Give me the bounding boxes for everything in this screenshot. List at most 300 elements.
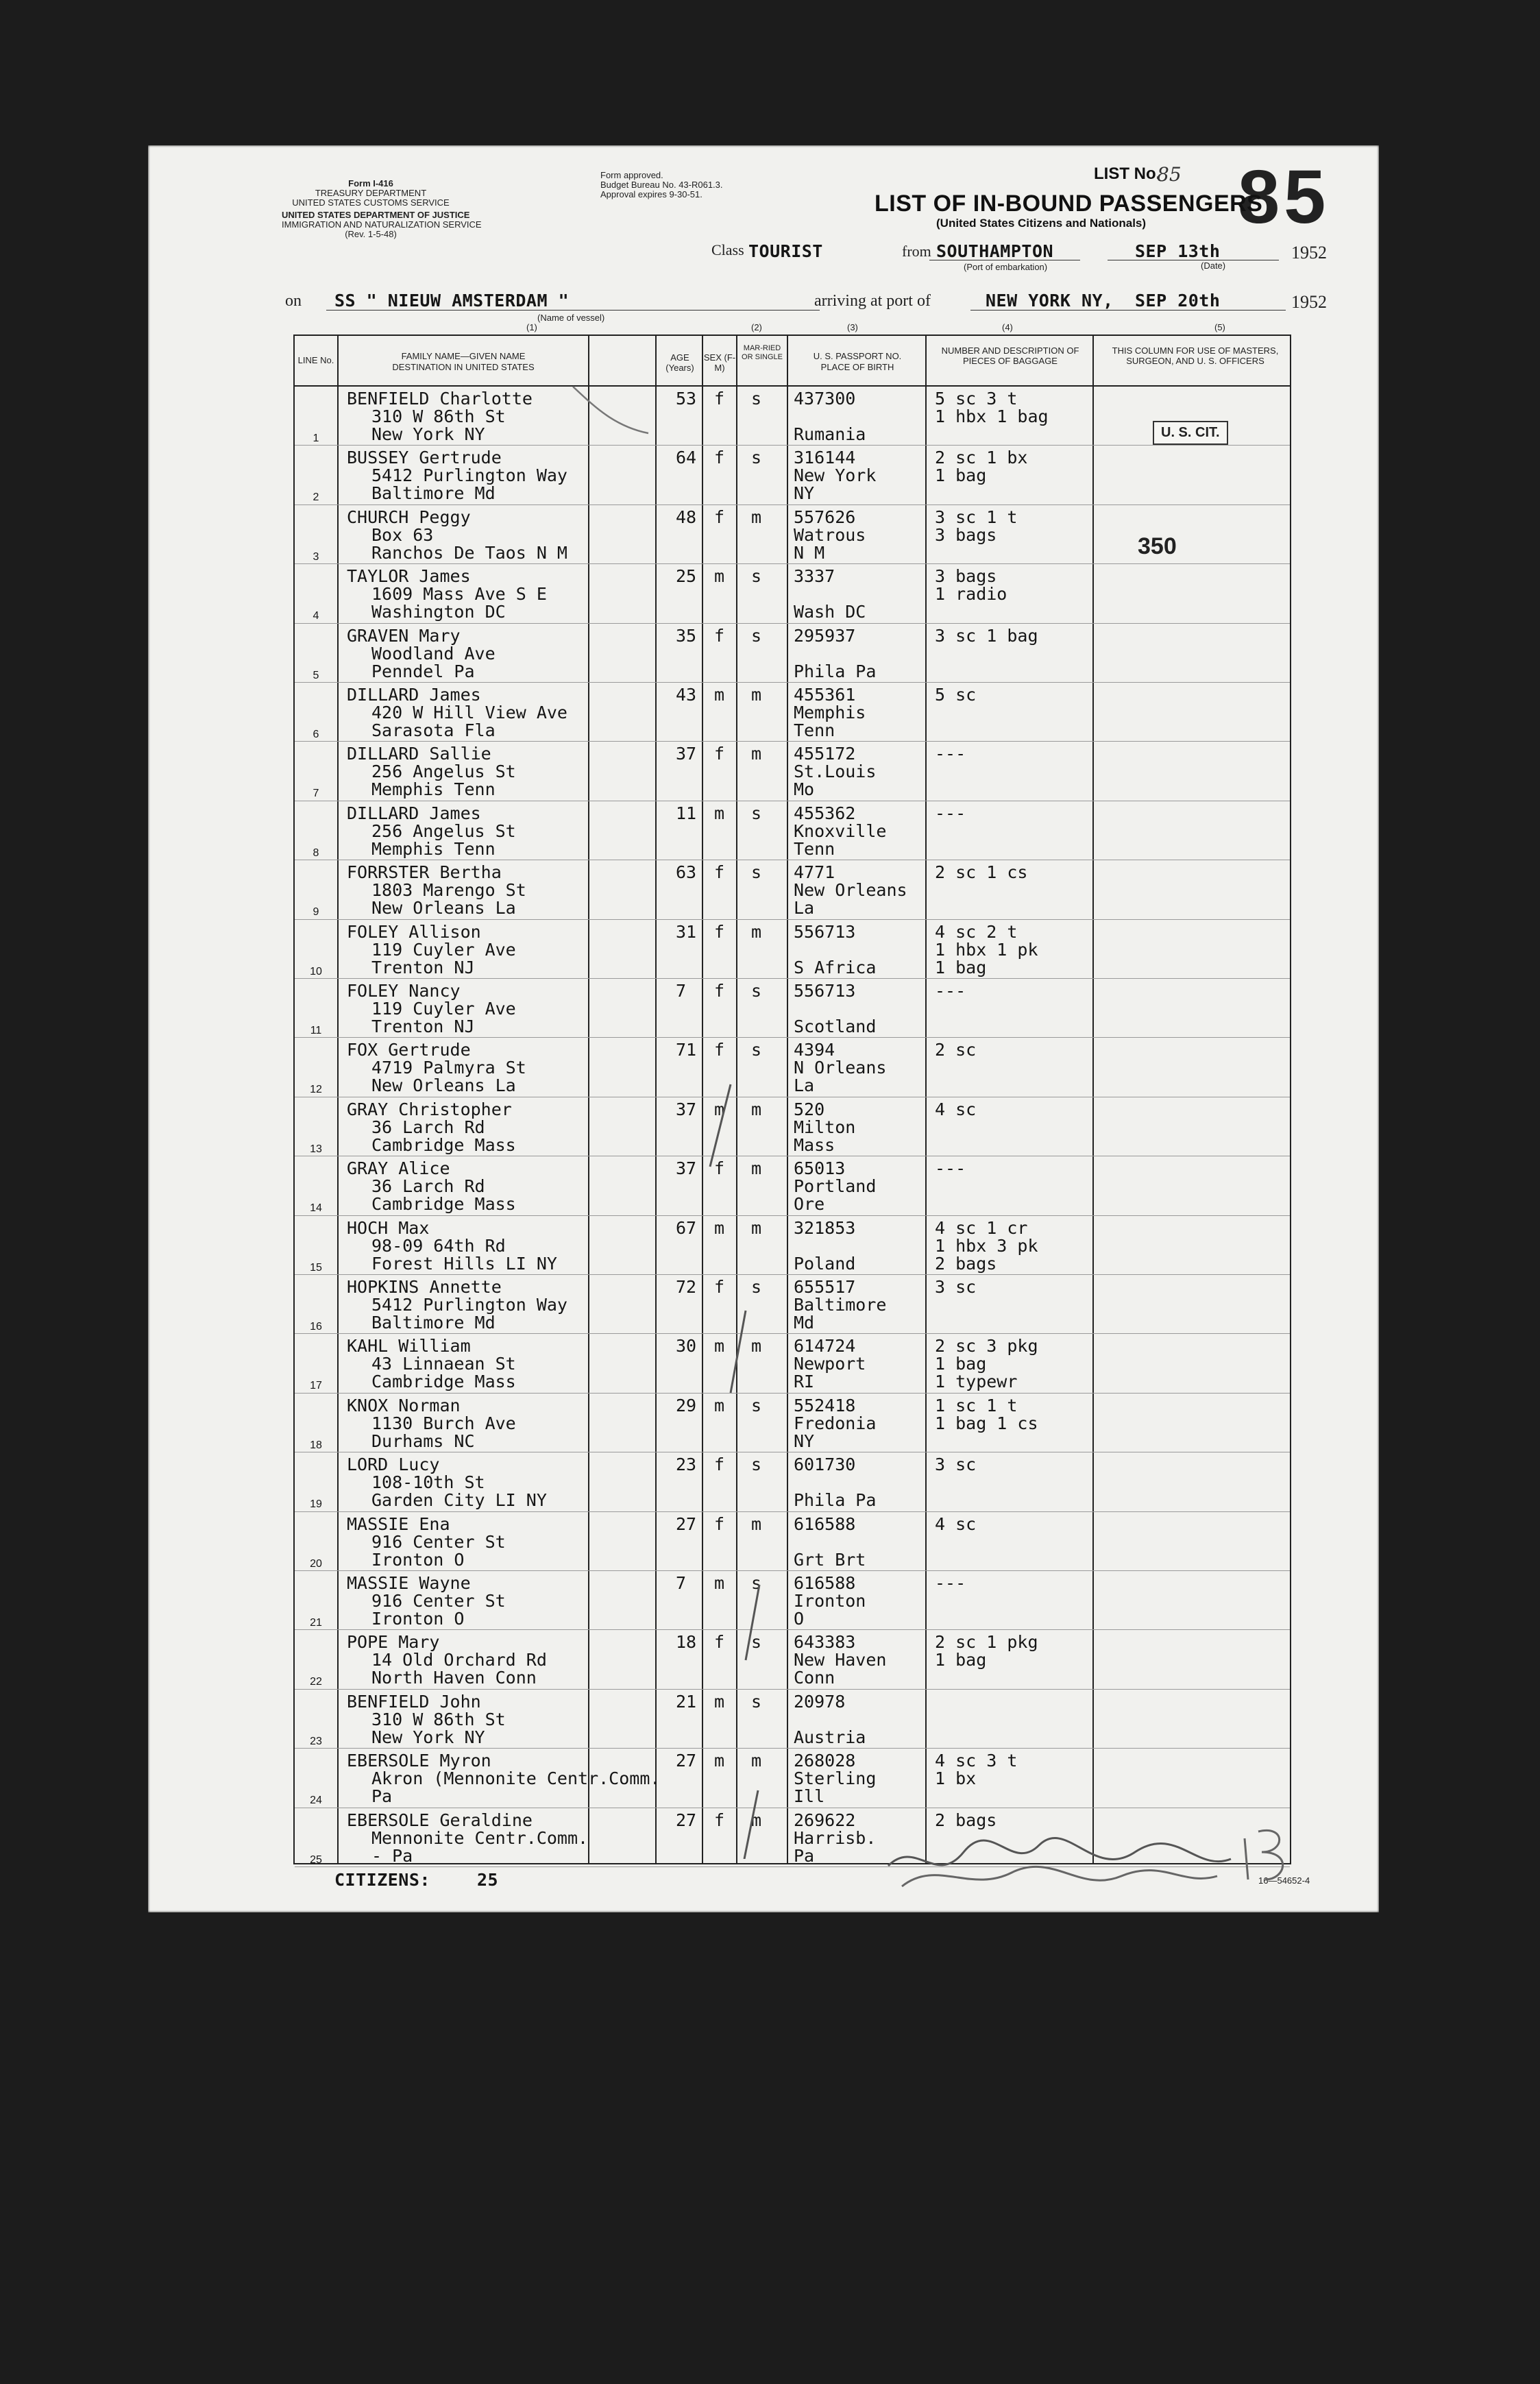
birthplace-line-2: Mo: [794, 779, 815, 800]
address-line-1: 256 Angelus St: [371, 820, 516, 841]
passenger-name: FORRSTER Bertha: [347, 862, 502, 883]
line-number: 13: [310, 1143, 322, 1155]
address-line-2: Washington DC: [371, 602, 506, 622]
age: 7: [676, 1573, 687, 1593]
address-line-1: 119 Cuyler Ave: [371, 939, 516, 960]
line-number: 8: [313, 847, 319, 859]
passenger-name: GRAVEN Mary: [347, 625, 461, 646]
passenger-name: DILLARD James: [347, 685, 481, 705]
baggage-line-3: 2 bags: [935, 1253, 997, 1274]
address-line-1: 4719 Palmyra St: [371, 1058, 526, 1078]
birthplace-line-2: Grt Brt: [794, 1549, 866, 1570]
header-line-no: LINE No.: [297, 355, 334, 365]
birthplace-line-1: Milton: [794, 1117, 856, 1137]
address-line-1: 310 W 86th St: [371, 406, 506, 426]
list-no-label: LIST No.: [1094, 165, 1161, 183]
age: 63: [676, 862, 697, 883]
birthplace-line-2: N M: [794, 542, 825, 563]
baggage-line-1: 3 sc 1 bag: [935, 625, 1038, 646]
table-row: [295, 683, 1290, 742]
sex: f: [714, 1158, 725, 1179]
sex: f: [714, 1455, 725, 1475]
line-number: 23: [310, 1735, 322, 1747]
passport-number: 557626: [794, 507, 856, 527]
address-line-2: Cambridge Mass: [371, 1194, 516, 1215]
table-row: [295, 1334, 1290, 1394]
line-number: 12: [310, 1084, 322, 1096]
passenger-name: POPE Mary: [347, 1632, 440, 1653]
birthplace-line-2: Mass: [794, 1134, 835, 1155]
citizens-count: 25: [477, 1870, 499, 1890]
address-line-1: 256 Angelus St: [371, 762, 516, 782]
birthplace-line-1: Sterling: [794, 1768, 877, 1789]
sex: f: [714, 862, 725, 883]
birthplace-line-1: N Orleans: [794, 1058, 887, 1078]
marital-status: s: [751, 625, 762, 646]
passport-number: 20978: [794, 1691, 846, 1712]
baggage-line-1: 4 sc 1 cr: [935, 1217, 1028, 1238]
passenger-name: KNOX Norman: [347, 1395, 461, 1415]
address-line-2: Ranchos De Taos N M: [371, 542, 567, 563]
birthplace-line-1: St.Louis: [794, 762, 877, 782]
baggage-line-3: 1 bag: [935, 957, 987, 977]
line-number: 6: [313, 729, 319, 740]
sex: m: [714, 566, 725, 587]
sex: m: [714, 685, 725, 705]
marital-status: s: [751, 1455, 762, 1475]
marital-status: m: [751, 507, 762, 527]
address-line-1: 916 Center St: [371, 1531, 506, 1552]
baggage-line-2: 1 bag: [935, 1354, 987, 1374]
marital-status: s: [751, 566, 762, 587]
table-row: [295, 505, 1290, 565]
passenger-name: CHURCH Peggy: [347, 507, 471, 527]
marital-status: m: [751, 744, 762, 764]
age: 25: [676, 566, 697, 587]
arriving-label: arriving at port of: [814, 292, 931, 310]
address-line-2: Baltimore Md: [371, 1313, 496, 1333]
form-revision: (Rev. 1-5-48): [345, 229, 397, 239]
on-label: on: [285, 292, 302, 310]
baggage-line-1: ---: [935, 1158, 966, 1179]
dept-customs: UNITED STATES CUSTOMS SERVICE: [292, 197, 450, 208]
marital-status: m: [751, 1099, 762, 1119]
passenger-name: LORD Lucy: [347, 1455, 440, 1475]
baggage-line-1: 3 bags: [935, 566, 997, 587]
passenger-name: GRAY Christopher: [347, 1099, 512, 1119]
passport-number: 616588: [794, 1513, 856, 1534]
address-line-2: Ironton O: [371, 1549, 465, 1570]
baggage-line-2: 3 bags: [935, 524, 997, 545]
address-line-2: Forest Hills LI NY: [371, 1253, 557, 1274]
address-line-2: Memphis Tenn: [371, 838, 496, 859]
baggage-line-1: 3 sc 1 t: [935, 507, 1018, 527]
passenger-name: FOLEY Nancy: [347, 981, 461, 1001]
birthplace-line-2: Ill: [794, 1786, 825, 1807]
port-of-embarkation: SOUTHAMPTON: [936, 241, 1054, 261]
baggage-line-1: 2 sc 3 pkg: [935, 1336, 1038, 1357]
address-line-2: Baltimore Md: [371, 483, 496, 504]
table-row: [295, 1156, 1290, 1216]
passport-number: 520: [794, 1099, 825, 1119]
baggage-line-1: ---: [935, 744, 966, 764]
address-line-2: Trenton NJ: [371, 1017, 475, 1036]
age: 21: [676, 1691, 697, 1712]
table-row: [295, 1038, 1290, 1097]
birthplace-line-2: Tenn: [794, 838, 835, 859]
class-value: TOURIST: [748, 241, 823, 261]
approval-line-2: Budget Bureau No. 43-R061.3.: [600, 180, 723, 190]
address-line-2: Memphis Tenn: [371, 779, 496, 800]
line-number: 22: [310, 1676, 322, 1688]
baggage-line-1: 4 sc: [935, 1099, 977, 1119]
age: 29: [676, 1395, 697, 1415]
sex: f: [714, 981, 725, 1001]
address-line-1: Akron (Mennonite Centr.Comm.: [371, 1768, 661, 1789]
age: 71: [676, 1040, 697, 1060]
age: 53: [676, 389, 697, 409]
form-title: LIST OF IN-BOUND PASSENGERS: [875, 191, 1263, 217]
line-number: 1: [313, 433, 319, 444]
baggage-line-1: 3 sc: [935, 1277, 977, 1297]
header-destination: DESTINATION IN UNITED STATES: [392, 362, 535, 372]
address-line-1: 36 Larch Rd: [371, 1176, 485, 1197]
line-number: 3: [313, 550, 319, 563]
address-line-1: 43 Linnaean St: [371, 1354, 516, 1374]
birthplace-line-1: New York: [794, 465, 877, 486]
address-line-2: Cambridge Mass: [371, 1372, 516, 1392]
address-line-2: Penndel Pa: [371, 661, 475, 681]
table-row: [295, 1097, 1290, 1157]
header-married: MAR-RIED OR SINGLE: [742, 344, 783, 361]
passenger-name: MASSIE Wayne: [347, 1573, 471, 1593]
address-line-2: Ironton O: [371, 1609, 465, 1629]
passenger-name: FOX Gertrude: [347, 1040, 471, 1060]
age: 37: [676, 1099, 697, 1119]
birthplace-line-2: RI: [794, 1372, 815, 1392]
age: 31: [676, 921, 697, 942]
arrival-port: NEW YORK NY,: [986, 291, 1114, 311]
line-number: 20: [310, 1557, 322, 1570]
age: 64: [676, 448, 697, 468]
approval-line-1: Form approved.: [600, 170, 663, 180]
sex: f: [714, 1632, 725, 1653]
marital-status: s: [751, 1573, 762, 1593]
age: 27: [676, 1513, 697, 1534]
list-big-number: 85: [1238, 155, 1330, 239]
form-number: Form I-416: [348, 178, 393, 188]
birthplace-line-1: New Haven: [794, 1650, 887, 1670]
age: 27: [676, 1751, 697, 1771]
baggage-line-2: 1 bag: [935, 1650, 987, 1670]
address-line-2: Cambridge Mass: [371, 1134, 516, 1155]
birthplace-line-1: Fredonia: [794, 1413, 877, 1433]
dept-treasury: TREASURY DEPARTMENT: [315, 188, 427, 198]
sex: f: [714, 625, 725, 646]
passenger-name: EBERSOLE Geraldine: [347, 1810, 533, 1830]
age: 23: [676, 1455, 697, 1475]
line-number: 25: [310, 1853, 322, 1866]
address-line-2: New York NY: [371, 424, 485, 444]
class-label: Class: [711, 241, 744, 258]
address-line-1: 1130 Burch Ave: [371, 1413, 516, 1433]
birthplace-line-2: Conn: [794, 1668, 835, 1688]
table-row: [295, 742, 1290, 801]
column-number: (2): [751, 322, 762, 332]
table-row: [295, 446, 1290, 505]
birthplace-line-1: New Orleans: [794, 880, 907, 901]
sex: m: [714, 1099, 725, 1119]
table-row: [295, 1749, 1290, 1808]
date-caption: (Date): [1201, 260, 1226, 271]
officer-signature: [875, 1811, 1299, 1900]
passport-number: 556713: [794, 981, 856, 1001]
birthplace-line-2: Poland: [794, 1253, 856, 1274]
line-number: 2: [313, 491, 319, 504]
sex: m: [714, 1217, 725, 1238]
address-line-1: 310 W 86th St: [371, 1709, 506, 1729]
marital-status: m: [751, 921, 762, 942]
officer-annotation: 350: [1138, 533, 1177, 559]
baggage-line-1: 4 sc 2 t: [935, 921, 1018, 942]
address-line-1: Woodland Ave: [371, 643, 496, 664]
passenger-name: KAHL William: [347, 1336, 471, 1357]
column-number: (3): [847, 322, 858, 332]
address-line-2: Trenton NJ: [371, 957, 475, 977]
birthplace-line-1: Portland: [794, 1176, 877, 1197]
passenger-name: EBERSOLE Myron: [347, 1751, 491, 1771]
citizens-label: CITIZENS:: [334, 1870, 430, 1890]
birthplace-line-1: Watrous: [794, 524, 866, 545]
address-line-2: Garden City LI NY: [371, 1490, 547, 1511]
address-line-2: Durhams NC: [371, 1431, 475, 1451]
passport-number: 437300: [794, 389, 856, 409]
marital-status: s: [751, 448, 762, 468]
birthplace-line-1: Ironton: [794, 1591, 866, 1611]
birthplace-line-2: Tenn: [794, 720, 835, 740]
birthplace-line-2: Phila Pa: [794, 1490, 877, 1511]
baggage-line-1: ---: [935, 981, 966, 1001]
line-number: 7: [313, 788, 319, 800]
sex: m: [714, 1573, 725, 1593]
address-line-2: Sarasota Fla: [371, 720, 496, 740]
baggage-line-1: 3 sc: [935, 1455, 977, 1475]
birthplace-line-1: Knoxville: [794, 820, 887, 841]
birthplace-line-2: NY: [794, 1431, 815, 1451]
marital-status: s: [751, 1395, 762, 1415]
table-row: [295, 979, 1290, 1038]
baggage-line-3: 1 typewr: [935, 1372, 1018, 1392]
baggage-line-1: 5 sc 3 t: [935, 389, 1018, 409]
baggage-line-1: 2 sc: [935, 1040, 977, 1060]
arrival-year: 1952: [1291, 292, 1327, 312]
embarkation-caption: (Port of embarkation): [964, 262, 1048, 272]
address-line-1: 14 Old Orchard Rd: [371, 1650, 547, 1670]
line-number: 24: [310, 1795, 322, 1807]
age: 35: [676, 625, 697, 646]
baggage-line-2: 1 bx: [935, 1768, 977, 1789]
birthplace-line-2: NY: [794, 483, 815, 504]
age: 7: [676, 981, 687, 1001]
address-line-2: North Haven Conn: [371, 1668, 537, 1688]
table-row: [295, 1571, 1290, 1631]
marital-status: s: [751, 1040, 762, 1060]
column-number: (1): [526, 322, 537, 332]
header-name: FAMILY NAME—GIVEN NAME: [401, 351, 526, 361]
sex: m: [714, 1395, 725, 1415]
approval-line-3: Approval expires 9-30-51.: [600, 189, 702, 199]
table-row: [295, 801, 1290, 861]
birthplace-line-2: Phila Pa: [794, 661, 877, 681]
address-line-1: 98-09 64th Rd: [371, 1235, 506, 1256]
sex: m: [714, 803, 725, 823]
age: 72: [676, 1277, 697, 1297]
age: 48: [676, 507, 697, 527]
address-line-1: 36 Larch Rd: [371, 1117, 485, 1137]
handwritten-check-marks: [532, 385, 765, 1859]
passport-number: 295937: [794, 625, 856, 646]
line-number: 21: [310, 1617, 322, 1629]
baggage-line-1: ---: [935, 803, 966, 823]
baggage-line-1: 2 sc 1 bx: [935, 448, 1028, 468]
birthplace-line-2: Scotland: [794, 1017, 877, 1036]
header-officers-use: THIS COLUMN FOR USE OF MASTERS, SURGEON, AND U. S. OFFICERS: [1112, 345, 1279, 366]
sex: f: [714, 921, 725, 942]
passenger-name: BUSSEY Gertrude: [347, 448, 502, 468]
baggage-line-1: 5 sc: [935, 685, 977, 705]
baggage-line-2: 1 bag 1 cs: [935, 1413, 1038, 1433]
birthplace-line-1: Memphis: [794, 703, 866, 722]
passenger-name: DILLARD James: [347, 803, 481, 823]
passport-number: 655517: [794, 1277, 856, 1297]
address-line-1: 119 Cuyler Ave: [371, 999, 516, 1019]
baggage-line-2: 1 hbx 1 pk: [935, 939, 1038, 960]
sex: m: [714, 1336, 725, 1357]
marital-status: s: [751, 1277, 762, 1297]
from-label: from: [902, 243, 931, 260]
table-row: [295, 920, 1290, 980]
line-number: 14: [310, 1202, 322, 1215]
table-row: [295, 624, 1290, 683]
baggage-line-2: 1 bag: [935, 465, 987, 486]
sex: f: [714, 1277, 725, 1297]
marital-status: m: [751, 1336, 762, 1357]
birthplace-line-2: Austria: [794, 1727, 866, 1747]
passport-number: 643383: [794, 1632, 856, 1653]
address-line-1: Mennonite Centr.Comm.: [371, 1827, 589, 1848]
birthplace-line-2: S Africa: [794, 957, 877, 977]
baggage-line-1: 2 bags: [935, 1810, 997, 1830]
address-line-1: 1803 Marengo St: [371, 880, 526, 901]
marital-status: m: [751, 1513, 762, 1534]
sex: f: [714, 507, 725, 527]
departure-date: SEP 13th: [1135, 241, 1221, 261]
marital-status: s: [751, 1632, 762, 1653]
marital-status: m: [751, 1158, 762, 1179]
birthplace-line-1: Baltimore: [794, 1295, 887, 1315]
passport-number: 3337: [794, 566, 835, 587]
table-row: [295, 860, 1290, 920]
marital-status: s: [751, 981, 762, 1001]
passenger-name: DILLARD Sallie: [347, 744, 491, 764]
address-line-2: Pa: [371, 1786, 393, 1807]
line-number: 16: [310, 1321, 322, 1333]
line-number: 4: [313, 610, 319, 622]
line-number: 11: [310, 1025, 322, 1036]
marital-status: m: [751, 1810, 762, 1830]
passenger-name: BENFIELD Charlotte: [347, 389, 533, 409]
address-line-2: New York NY: [371, 1727, 485, 1747]
birthplace-line-2: Wash DC: [794, 602, 866, 622]
sex: f: [714, 1513, 725, 1534]
passport-number: 316144: [794, 448, 856, 468]
line-number: 19: [310, 1498, 322, 1511]
passport-number: 269622: [794, 1810, 856, 1830]
passenger-name: TAYLOR James: [347, 566, 471, 587]
age: 11: [676, 803, 697, 823]
age: 67: [676, 1217, 697, 1238]
table-row: [295, 564, 1290, 624]
header-passport: U. S. PASSPORT NO.: [813, 351, 902, 361]
passport-number: 552418: [794, 1395, 856, 1415]
line-number: 10: [310, 965, 322, 977]
age: 43: [676, 685, 697, 705]
passenger-name: HOPKINS Annette: [347, 1277, 502, 1297]
address-line-1: Box 63: [371, 524, 434, 545]
list-no-value: 85: [1157, 163, 1182, 186]
sex: f: [714, 1810, 725, 1830]
print-code: 16—54652-4: [1258, 1875, 1310, 1886]
baggage-line-1: 2 sc 1 pkg: [935, 1632, 1038, 1653]
column-number: (5): [1214, 322, 1225, 332]
passport-number: 455362: [794, 803, 856, 823]
passport-number: 65013: [794, 1158, 846, 1179]
form-subtitle: (United States Citizens and Nationals): [936, 217, 1147, 230]
vessel-caption: (Name of vessel): [537, 313, 605, 323]
passenger-name: FOLEY Allison: [347, 921, 481, 942]
address-line-2: New Orleans La: [371, 1075, 516, 1096]
header-birthplace: PLACE OF BIRTH: [820, 362, 894, 372]
header-age: AGE (Years): [665, 352, 694, 373]
address-line-2: New Orleans La: [371, 898, 516, 919]
passport-number: 556713: [794, 921, 856, 942]
baggage-line-2: 1 hbx 1 bag: [935, 406, 1049, 426]
table-row: [295, 1216, 1290, 1276]
line-number: 5: [313, 669, 319, 681]
passport-number: 321853: [794, 1217, 856, 1238]
marital-status: m: [751, 1751, 762, 1771]
dept-justice: UNITED STATES DEPARTMENT OF JUSTICE: [282, 210, 470, 220]
birthplace-line-2: La: [794, 898, 815, 919]
passenger-name: BENFIELD John: [347, 1691, 481, 1712]
address-line-1: 5412 Purlington Way: [371, 465, 567, 486]
sex: f: [714, 448, 725, 468]
passenger-name: GRAY Alice: [347, 1158, 450, 1179]
baggage-line-2: 1 hbx 3 pk: [935, 1235, 1038, 1256]
passport-number: 4771: [794, 862, 835, 883]
header-baggage: NUMBER AND DESCRIPTION OF PIECES OF BAGGAGE: [941, 345, 1079, 366]
age: 30: [676, 1336, 697, 1357]
marital-status: m: [751, 1217, 762, 1238]
table-row: [295, 1630, 1290, 1690]
baggage-line-1: 4 sc: [935, 1513, 977, 1534]
departure-year: 1952: [1291, 243, 1327, 263]
passenger-name: HOCH Max: [347, 1217, 430, 1238]
passport-number: 614724: [794, 1336, 856, 1357]
passport-number: 601730: [794, 1455, 856, 1475]
sex: f: [714, 1040, 725, 1060]
passport-number: 455172: [794, 744, 856, 764]
